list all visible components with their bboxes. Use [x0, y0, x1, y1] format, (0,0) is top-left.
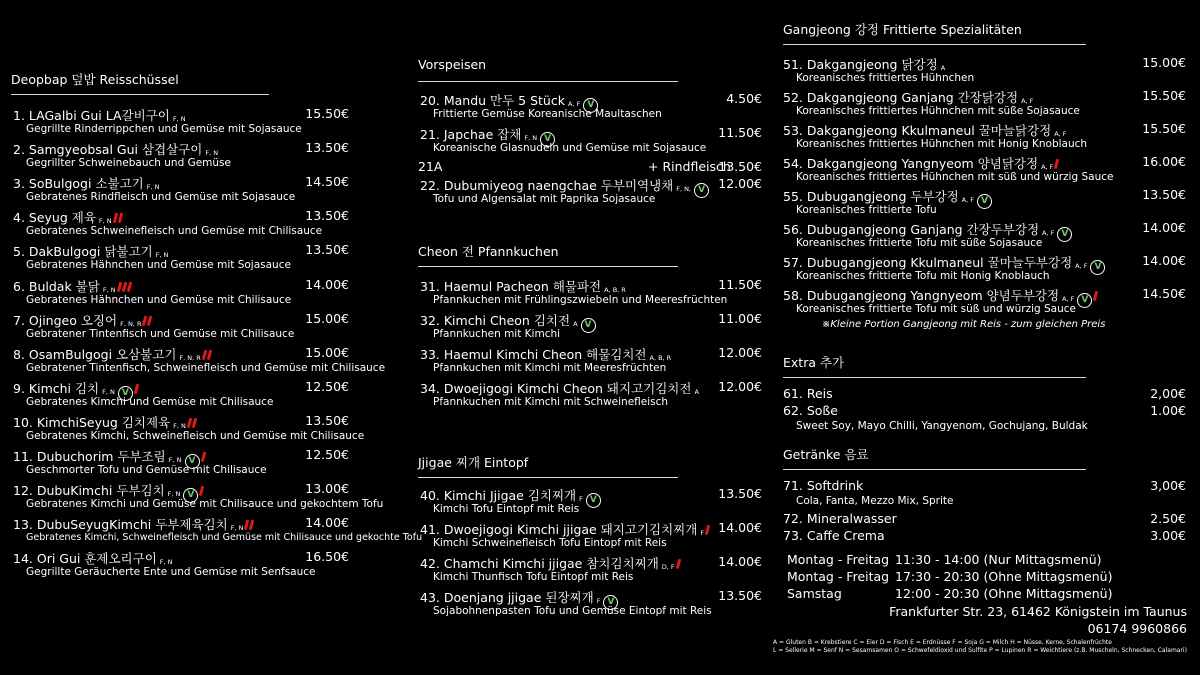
allergen-codes: A, F — [961, 196, 974, 204]
item-description: Gegrillte Rinderrippchen und Gemüse mit Sojasauce — [26, 123, 302, 135]
phone: 06174 9960866 — [1087, 621, 1187, 636]
allergen-codes: F — [596, 597, 601, 605]
item-price: 3.00€ — [1150, 528, 1186, 543]
item-description: Pfannkuchen mit Kimchi — [433, 328, 561, 340]
opening-times: 11:30 - 14:00 (Nur Mittagsmenü) — [895, 552, 1102, 567]
chili-icon — [1093, 291, 1098, 301]
item-price: 15.50€ — [1142, 88, 1186, 103]
allergen-codes: F, N — [230, 524, 244, 533]
item-description: Gegrillter Schweinebauch und Gemüse — [26, 157, 231, 170]
item-description: Koreanisches frittierte Tofu — [796, 204, 937, 216]
section-title: Extra 추가 — [783, 355, 845, 370]
allergen-codes: F, N — [205, 149, 219, 158]
item-name-text: 14. Ori Gui 훈제오리구이 — [13, 551, 157, 567]
item-price: 16.50€ — [305, 549, 349, 565]
item-price: 13.00€ — [305, 481, 349, 497]
item-name-text: 61. Reis — [783, 386, 833, 401]
vegetarian-icon: V — [1057, 227, 1072, 242]
item-name-text: 53. Dakgangjeong Kkulmaneul 꿀마늘닭강정 — [783, 123, 1052, 138]
item-description: Pfannkuchen mit Kimchi mit Meeresfrüchten — [433, 362, 667, 374]
item-price: 13.50€ — [305, 140, 349, 156]
section-divider — [418, 477, 678, 478]
item-price: 12.00€ — [718, 379, 762, 394]
chili-icon — [207, 349, 212, 359]
item-name — [420, 554, 680, 572]
item-description: Gebratenes Kimchi und Gemüse mit Chilisauce — [26, 395, 274, 408]
item-price: 12.50€ — [305, 447, 349, 462]
section-divider — [11, 94, 269, 95]
allergen-codes: F, N — [155, 251, 169, 260]
item-name-text: 21. Japchae 잡채 — [420, 127, 522, 142]
item-name — [418, 159, 442, 174]
item-description: Koreanisches frittierte Tofu mit süß und würzig Sauce — [796, 303, 1076, 315]
item-price: 14.50€ — [305, 174, 349, 190]
item-name — [13, 549, 173, 567]
allergen-codes: F, N — [102, 285, 116, 294]
item-description: Kimchi Schweinefleisch Tofu Eintopf mit Reis — [433, 537, 667, 549]
chili-icon — [199, 486, 204, 496]
item-description: Sojabohnenpasten Tofu und Gemüse Eintopf mit Reis — [433, 605, 712, 617]
item-price: 11.00€ — [718, 311, 762, 326]
opening-times: 12:00 - 20:30 (Ohne Mittagsmenü) — [895, 586, 1113, 601]
item-name — [420, 379, 699, 397]
item-name — [783, 121, 1067, 139]
allergen-codes: A, F — [567, 100, 581, 108]
item-price: 12.00€ — [718, 176, 762, 191]
allergen-codes: D, F — [661, 563, 675, 571]
allergen-codes: F — [700, 529, 705, 537]
allergen-codes: A — [573, 320, 578, 328]
section-title: Cheon 전 Pfannkuchen — [418, 244, 559, 259]
item-description: Geschmorter Tofu und Gemüse mit Chilisauce — [26, 464, 267, 476]
item-name-text: 11. Dubuchorim 두부조림 — [13, 449, 166, 464]
item-description: Tofu und Algensalat mit Paprika Sojasauce — [433, 193, 656, 205]
item-price: 12.00€ — [718, 345, 762, 360]
item-description: Gebratener Tintenfisch und Gemüse mit Chilisauce — [26, 327, 295, 340]
item-description: Koreanisches frittiertes Hühnchen mit Honig Knoblauch — [796, 138, 1088, 150]
item-price: 14.00€ — [718, 554, 762, 569]
item-name-text: 1. LAGalbi Gui LA갈비구이 — [13, 108, 170, 123]
item-description: Cola, Fanta, Mezzo Mix, Sprite — [796, 495, 954, 507]
item-price: 13.50€ — [305, 242, 349, 258]
allergen-codes: A, F — [1042, 229, 1055, 237]
section-title: Gangjeong 강정 Frittierte Spezialitäten — [783, 22, 1022, 37]
item-description: Gebratener Tintenfisch, Schweinefleisch und Gemüse mit Chilisauce — [26, 361, 386, 374]
item-name — [783, 55, 945, 73]
allergen-codes: F, N — [168, 456, 182, 464]
item-price: 15.00€ — [1142, 55, 1186, 70]
allergen-legend: A = Gluten B = Krebstiere C = Eier D = Fisch E = Erdnüsse F = Soja G = Milch H = Nüsse, Kerne, Schalenfrüchte — [773, 639, 1112, 646]
item-price: 1.00€ — [1150, 403, 1186, 418]
vegetarian-icon: V — [583, 98, 598, 113]
opening-times: 17:30 - 20:30 (Ohne Mittagsmenü) — [895, 569, 1113, 584]
gangjeong-note: ※Kleine Portion Gangjeong mit Reis - zum gleichen Preis — [822, 319, 1106, 330]
item-name-text: 71. Softdrink — [783, 478, 864, 493]
item-price: 14.00€ — [718, 520, 762, 535]
chili-icon — [134, 384, 139, 394]
vegetarian-icon: V — [1077, 293, 1092, 308]
vegetarian-icon: V — [694, 183, 709, 198]
vegetarian-icon: V — [581, 318, 596, 333]
chili-icon — [705, 525, 710, 535]
allergen-codes: A — [940, 64, 946, 72]
item-name-text: 42. Chamchi Kimchi jjigae 참치김치찌개 — [420, 556, 659, 571]
item-name — [13, 174, 159, 192]
item-description: Koreanisches frittierte Tofu mit süße Sojasauce — [796, 237, 1043, 249]
item-description: Gebratenes Schweinefleisch und Gemüse mit Chilisauce — [26, 225, 323, 238]
item-description: Koreanisches frittiertes Hühnchen mit süß und würzig Sauce — [796, 171, 1114, 183]
item-name-text: 9. Kimchi 김치 — [13, 380, 100, 396]
chili-icon — [192, 418, 197, 428]
item-description: Koreanisches frittierte Tofu mit Honig Knoblauch — [796, 270, 1050, 282]
item-name-text: 3. SoBulgogi 소불고기 — [13, 176, 144, 192]
allergen-codes: A, B, R — [604, 286, 626, 294]
vegetarian-icon: V — [603, 595, 618, 610]
item-name — [783, 478, 863, 493]
item-name — [13, 106, 186, 124]
item-price: 13.50€ — [305, 412, 349, 428]
opening-days: Samstag — [787, 586, 842, 601]
allergen-codes: A — [694, 388, 699, 396]
address: Frankfurter Str. 23, 61462 Königstein im Taunus — [889, 604, 1187, 619]
item-name — [783, 403, 838, 418]
item-name-text: 51. Dakgangjeong 닭강정 — [783, 57, 938, 72]
chili-icon — [200, 452, 205, 462]
item-description: Sweet Soy, Mayo Chilli, Yangyenom, Gochujang, Buldak — [796, 420, 1088, 432]
allergen-codes: F, N — [167, 490, 181, 499]
item-description: Koreanische Glasnudeln und Gemüse mit Sojasauce — [433, 142, 707, 154]
item-price: 13.50€ — [305, 208, 349, 224]
item-name — [783, 88, 1033, 106]
item-name-text: 31. Haemul Pacheon 해물파전 — [420, 279, 602, 294]
item-name — [13, 208, 122, 226]
allergen-codes: A, B, R — [649, 354, 672, 362]
item-price: 14.50€ — [1142, 286, 1186, 301]
section-title: Deopbap 덮밥 Reisschüssel — [11, 72, 179, 87]
item-name — [783, 154, 1058, 172]
item-name — [13, 140, 218, 158]
item-name-text: 20. Mandu 만두 5 Stück — [420, 93, 565, 108]
opening-days: Montag - Freitag — [787, 552, 890, 567]
item-price: 16.00€ — [1142, 154, 1186, 169]
chili-icon — [675, 559, 680, 569]
item-name — [420, 520, 709, 538]
item-description: Pfannkuchen mit Frühlingszwiebeln und Meeresfrüchten — [433, 294, 728, 306]
item-name — [13, 277, 131, 295]
item-price: 14.00€ — [1142, 253, 1186, 268]
item-price: 15.50€ — [305, 106, 349, 121]
item-name-text: 8. OsamBulgogi 오삼불고기 — [13, 346, 177, 362]
item-name-text: 56. Dubugangjeong Ganjang 간장두부강정 — [783, 222, 1040, 237]
item-name-text: 55. Dubugangjeong 두부강정 — [783, 189, 959, 204]
vegetarian-icon: V — [1090, 260, 1105, 275]
item-price: 2,00€ — [1150, 386, 1186, 401]
item-name-text: 7. Ojingeo 오징어 — [13, 312, 118, 328]
vegetarian-icon: V — [540, 132, 555, 147]
item-price: 13.50€ — [718, 159, 762, 174]
allergen-legend: L = Sellerie M = Senf N = Sesamsamen O = Schwefeldioxid und Sulfite P = Lupinen R = Weichtiere (z.B. Muscheln, Schnecken, Calamari) — [773, 647, 1187, 654]
vegetarian-icon: V — [183, 488, 198, 503]
item-name-text: 40. Kimchi Jjigae 김치찌개 — [420, 488, 577, 503]
allergen-codes: F, N — [98, 217, 112, 226]
item-price: 11.50€ — [718, 277, 762, 292]
item-name-text: 12. DubuKimchi 두부김치 — [13, 483, 165, 499]
chili-icon — [1054, 159, 1059, 169]
item-name-text: 33. Haemul Kimchi Cheon 해물김치전 — [420, 347, 647, 362]
section-divider — [783, 44, 1086, 45]
item-name-text: 72. Mineralwasser — [783, 511, 897, 526]
item-description: Koreanisches frittiertes Hühnchen — [796, 72, 975, 84]
allergen-codes: F, N, R — [120, 319, 142, 328]
opening-days: Montag - Freitag — [787, 569, 890, 584]
item-description: Gebratenes Hähnchen und Gemüse mit Sojasauce — [26, 259, 291, 272]
item-description: Gebratenes Hähnchen und Gemüse mit Chilisauce — [26, 293, 292, 306]
item-price: 14.00€ — [305, 515, 349, 531]
item-price: 13.50€ — [718, 588, 762, 603]
allergen-codes: F, N, R — [179, 353, 201, 362]
item-name-text: 13. DubuSeyugKimchi 두부제육김치 — [13, 517, 228, 533]
allergen-codes: A, F — [1021, 97, 1034, 105]
allergen-codes: F, N — [102, 387, 115, 396]
allergen-codes: A, F — [1075, 262, 1088, 270]
item-name-text: 57. Dubugangjeong Kkulmaneul 꿀마늘두부강정 — [783, 255, 1073, 270]
item-name-text: 22. Dubumiyeog naengchae 두부미역냉채 — [420, 178, 674, 193]
item-description: Koreanisches frittiertes Hühnchen mit süße Sojasauce — [796, 105, 1080, 117]
item-price: 11.50€ — [718, 125, 762, 140]
chili-icon — [249, 520, 254, 530]
item-name-text: 54. Dakgangjeong Yangnyeom 양념닭강정 — [783, 156, 1039, 171]
allergen-codes: F, N — [173, 421, 186, 430]
section-divider — [783, 469, 1086, 470]
vegetarian-icon: V — [118, 386, 133, 401]
chili-icon — [147, 315, 152, 325]
item-price: 14.00€ — [1142, 220, 1186, 235]
item-name-text: 52. Dakgangjeong Ganjang 간장닭강정 — [783, 90, 1019, 105]
vegetarian-icon: V — [586, 493, 601, 508]
item-name — [13, 515, 253, 533]
item-price: 13.50€ — [718, 486, 762, 501]
item-name-text: 5. DakBulgogi 닭불고기 — [13, 244, 153, 260]
item-description: Kimchi Thunfisch Tofu Eintopf mit Reis — [433, 571, 634, 583]
item-name-text: 62. Soße — [783, 403, 838, 418]
section-divider — [783, 377, 1086, 378]
item-description: Gebratenes Kimchi und Gemüse mit Chilisauce und gekochtem Tofu — [26, 498, 384, 511]
item-name — [13, 242, 168, 260]
item-name-text: 43. Doenjang jjigae 된장찌개 — [420, 590, 594, 605]
item-price: 4.50€ — [726, 91, 762, 106]
item-name — [13, 345, 211, 363]
item-name-text: 6. Buldak 불닭 — [13, 278, 100, 294]
item-description: Gebratenes Rindfleisch und Gemüse mit Sojasauce — [26, 191, 296, 204]
item-description: Frittierte Gemüse Koreanische Maultaschen — [433, 108, 662, 120]
vegetarian-icon: V — [185, 454, 200, 469]
item-name-text: 32. Kimchi Cheon 김치전 — [420, 313, 571, 328]
item-name — [783, 511, 897, 526]
section-title: Getränke 음료 — [783, 447, 869, 462]
item-price: 14.00€ — [305, 276, 349, 292]
item-name — [783, 528, 885, 543]
item-name-text: 21A — [418, 159, 443, 174]
section-title: Jjigae 찌개 Eintopf — [418, 455, 529, 470]
item-description: Gebratenes Kimchi, Schweinefleisch und Gemüse mit Chilisauce — [26, 429, 365, 442]
item-name-text: 58. Dubugangjeong Yangnyeom 양념두부강정 — [783, 288, 1060, 303]
item-price: 3,00€ — [1150, 478, 1186, 493]
item-price: 15.00€ — [305, 344, 349, 360]
item-price: 15.50€ — [1142, 121, 1186, 136]
allergen-codes: F — [579, 495, 583, 503]
item-description: Kimchi Tofu Eintopf mit Reis — [433, 503, 580, 515]
item-name-text: 2. Samgyeobsal Gui 삼겹살구이 — [13, 142, 203, 158]
item-name — [13, 311, 151, 329]
allergen-codes: A, F — [1062, 295, 1075, 303]
allergen-codes: F, N, — [676, 185, 692, 193]
item-price: 2.50€ — [1150, 511, 1186, 526]
item-name — [13, 413, 196, 431]
item-price: 15.00€ — [305, 310, 349, 326]
section-title: Vorspeisen — [418, 57, 487, 72]
chili-icon — [117, 213, 122, 223]
section-divider — [418, 266, 678, 267]
item-name-text: 34. Dwoejigogi Kimchi Cheon 돼지고기김치전 — [420, 381, 692, 396]
item-name-text: 4. Seyug 제육 — [13, 210, 96, 226]
item-description: Pfannkuchen mit Kimchi mit Schweinefleisch — [433, 396, 669, 408]
item-name-text: 73. Caffe Crema — [783, 528, 885, 543]
item-name — [420, 345, 671, 363]
allergen-codes: F, N — [159, 558, 173, 567]
allergen-codes: A, F — [1041, 163, 1054, 171]
allergen-codes: F, N — [146, 183, 160, 192]
item-name — [783, 386, 833, 401]
item-price: 12.50€ — [305, 378, 349, 394]
item-description: Gebratenes Kimchi, Schweinefleisch und Gemüse mit Chilisauce und gekochte Tofu — [26, 532, 423, 544]
vegetarian-icon: V — [977, 194, 992, 209]
allergen-codes: F, N — [524, 134, 538, 142]
allergen-codes: A, F — [1054, 130, 1067, 138]
item-price: 13.50€ — [1142, 187, 1186, 202]
allergen-codes: F, N — [172, 115, 186, 123]
item-description: Gegrillte Geräucherte Ente und Gemüse mit Senfsauce — [26, 566, 316, 579]
item-name — [420, 277, 626, 295]
item-name-text: 10. KimchiSeyug 김치제육 — [13, 414, 171, 430]
item-name-text: 41. Dwoejigogi Kimchi jjigae 돼지고기김치찌개 — [420, 522, 698, 537]
section-divider — [418, 81, 678, 82]
